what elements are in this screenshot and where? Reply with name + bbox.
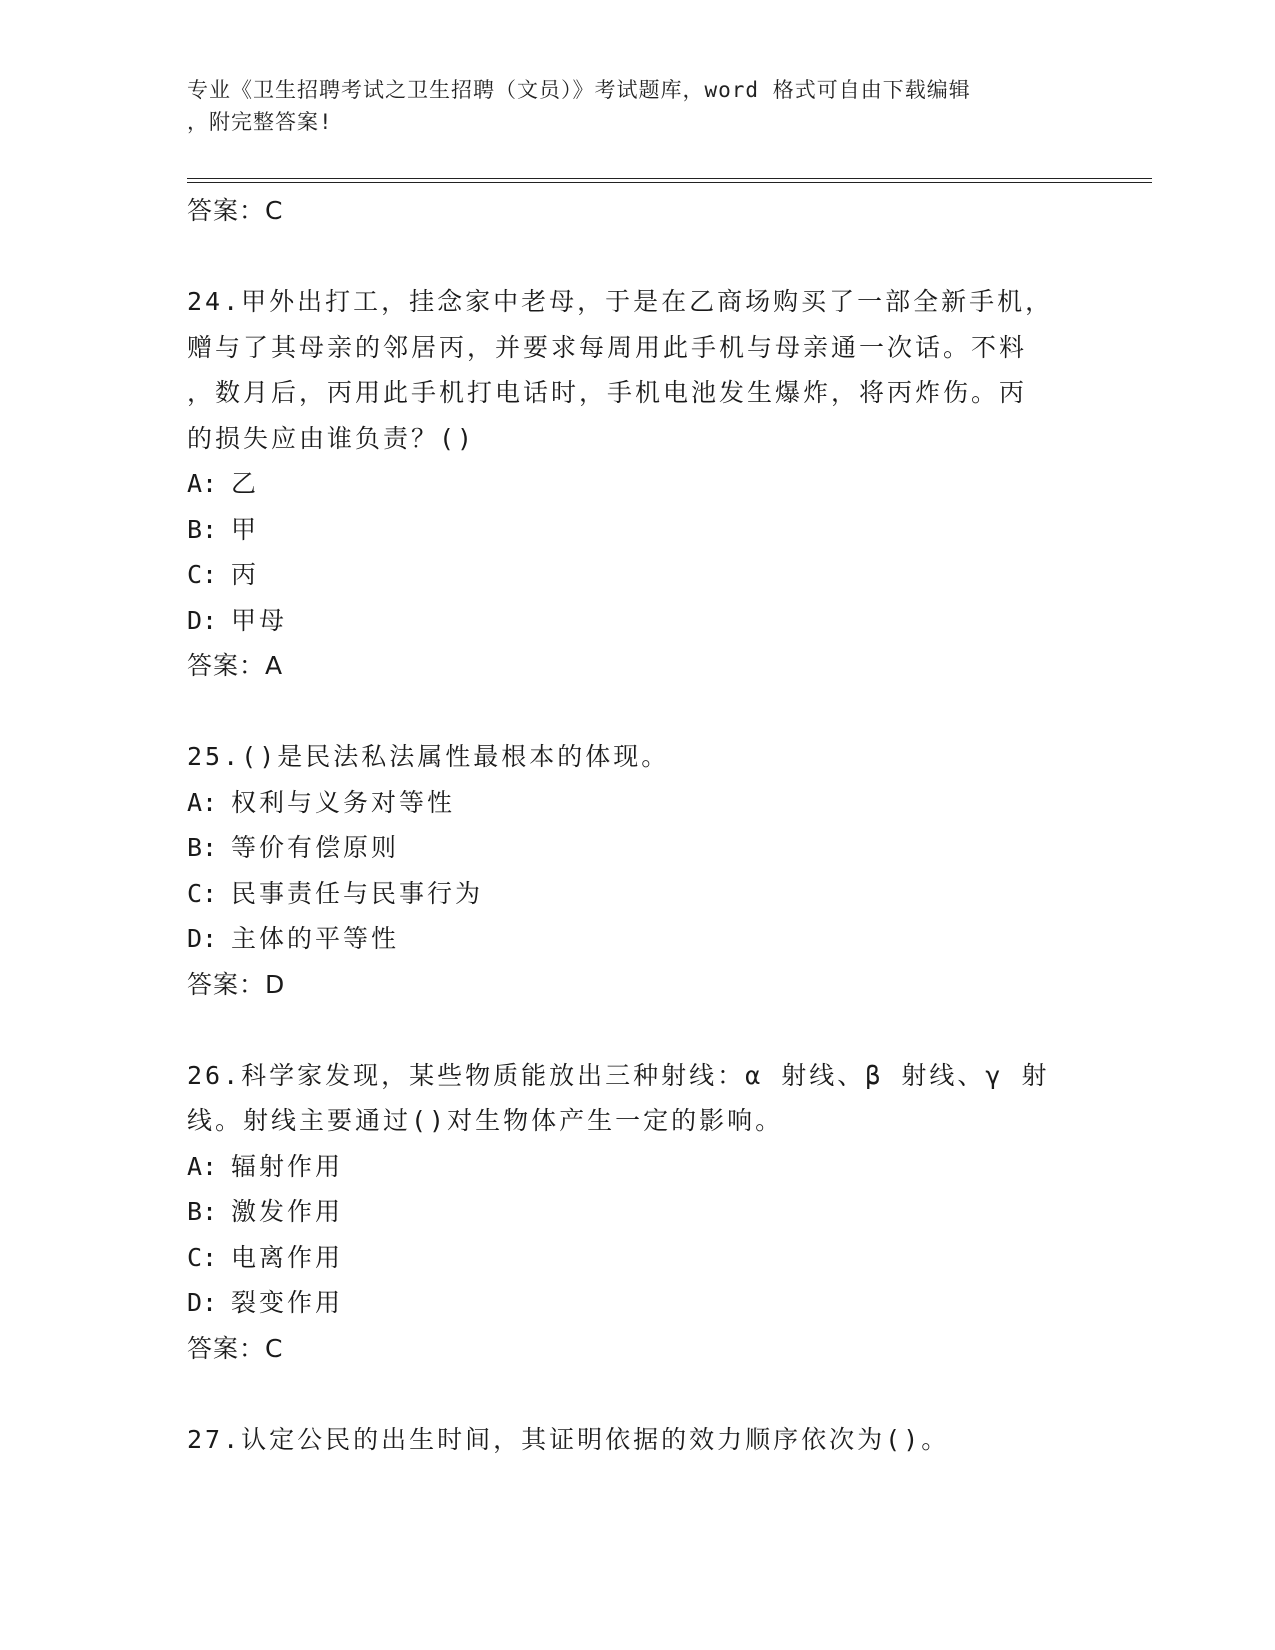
option-text: 甲: [231, 514, 260, 544]
previous-answer: 答案：C: [187, 196, 284, 225]
question-26: [187, 1053, 1067, 1372]
header-divider-bottom: [187, 182, 1152, 183]
option-letter: D:: [187, 924, 218, 953]
option-text: 激发作用: [231, 1197, 344, 1226]
question-text-line: ，数月后，丙用此手机打电话时，手机电池发生爆炸，将丙炸伤。丙: [187, 378, 1028, 407]
option-text: 甲母: [231, 605, 288, 635]
question-text-line: 26.科学家发现，某些物质能放出三种射线：α 射线、β 射线、γ 射: [187, 1060, 1050, 1090]
question-text-line: 线。射线主要通过()对生物体产生一定的影响。: [187, 1106, 784, 1135]
option-text: 权利与义务对等性: [231, 787, 456, 817]
option-letter: C:: [187, 1242, 218, 1272]
option-b: [187, 507, 1067, 553]
option-letter: B:: [187, 1197, 218, 1226]
question-text-line: 27.认定公民的出生时间，其证明依据的效力顺序依次为()。: [187, 1424, 950, 1454]
answer-line: 答案：D: [187, 969, 286, 999]
question-27: [187, 1417, 1067, 1463]
option-d: [187, 598, 1067, 644]
option-letter: C:: [187, 878, 218, 908]
question-25: [187, 734, 1067, 1007]
option-letter: D:: [187, 605, 218, 635]
option-a: [187, 1144, 1067, 1190]
option-b: [187, 825, 1067, 871]
option-a: [187, 780, 1067, 826]
option-letter: B:: [187, 833, 218, 862]
spacer: [187, 1007, 1067, 1053]
option-letter: C:: [187, 560, 218, 589]
spacer: [187, 234, 1067, 280]
question-text-line: 的损失应由谁负责？(): [187, 423, 476, 453]
option-letter: B:: [187, 514, 218, 544]
option-c: [187, 1235, 1067, 1281]
header-divider-top: [187, 178, 1152, 179]
option-text: 裂变作用: [231, 1288, 344, 1317]
option-d: [187, 916, 1067, 962]
answer-line: 答案：C: [187, 1333, 284, 1363]
question-24: [187, 279, 1067, 689]
option-letter: A:: [187, 787, 218, 817]
option-letter: A:: [187, 1151, 218, 1181]
answer-line: 答案：A: [187, 651, 284, 680]
option-b: [187, 1189, 1067, 1235]
option-text: 辐射作用: [231, 1151, 344, 1181]
question-text-line: 赠与了其母亲的邻居丙，并要求每周用此手机与母亲通一次话。不料: [187, 332, 1028, 362]
option-text: 民事责任与民事行为: [231, 878, 484, 908]
option-c: [187, 871, 1067, 917]
question-text-line: 24.甲外出打工，挂念家中老母，于是在乙商场购买了一部全新手机，: [187, 287, 1054, 316]
option-text: 电离作用: [231, 1242, 344, 1272]
question-text-line: 25.()是民法私法属性最根本的体现。: [187, 742, 670, 771]
spacer: [187, 1371, 1067, 1417]
option-text: 等价有偿原则: [231, 833, 400, 862]
document-header: [187, 74, 1067, 138]
option-a: [187, 461, 1067, 507]
header-line-2: ，附完整答案!: [187, 110, 333, 134]
option-c: [187, 552, 1067, 598]
option-d: [187, 1280, 1067, 1326]
option-text: 丙: [231, 560, 260, 589]
option-letter: D:: [187, 1288, 218, 1317]
spacer: [187, 689, 1067, 735]
option-letter: A:: [187, 469, 218, 498]
header-line-1: 专业《卫生招聘考试之卫生招聘（文员）》考试题库，word 格式可自由下载编辑: [187, 78, 971, 102]
option-text: 主体的平等性: [231, 924, 400, 953]
question-content: [187, 188, 1067, 1462]
option-text: 乙: [231, 469, 260, 498]
